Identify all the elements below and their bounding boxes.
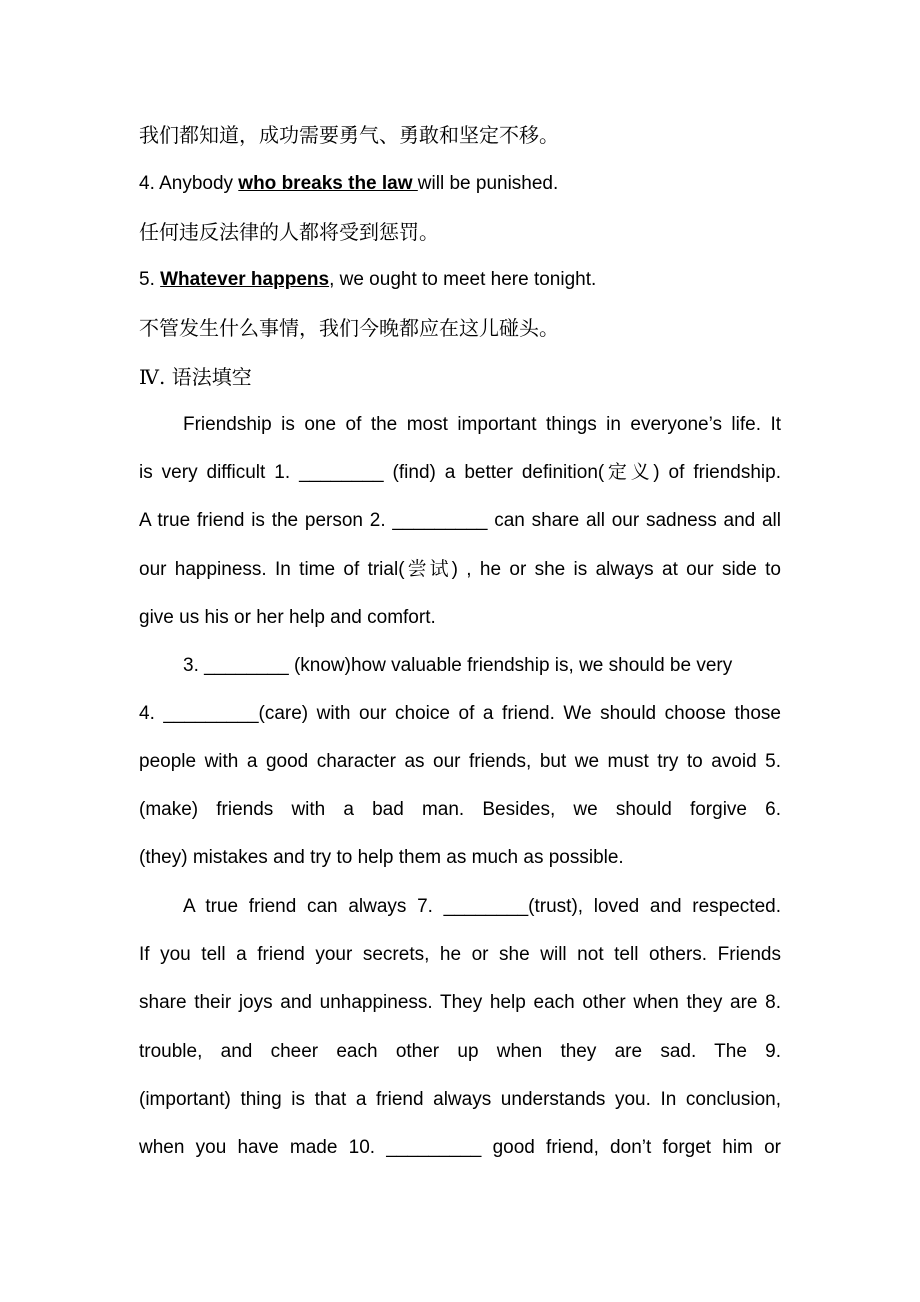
passage-line: A true friend is the person 2. _________ can share all our sadness and all (139, 510, 781, 531)
passage-line: If you tell a friend your secrets, he or she will not tell others. Friends (139, 944, 781, 965)
passage-line: give us his or her help and comfort. (139, 607, 436, 628)
passage-line: Friendship is one of the most important things in everyone’s life. It (183, 414, 781, 435)
sentence-5 (139, 266, 781, 294)
translation-3: 我们都知道，成功需要勇气、勇敢和坚定不移。 (139, 123, 559, 147)
sentence-5-underlined-phrase: Whatever happens (160, 269, 330, 290)
passage-line: our happiness. In time of trial(尝试) , he or she is always at our side to (139, 559, 781, 580)
translation-5: 不管发生什么事情，我们今晚都应在这儿碰头。 (139, 316, 559, 340)
sentence-4-prefix: 4. Anybody (139, 173, 239, 194)
passage-line: 4. _________(care) with our choice of a friend. We should choose those (139, 703, 781, 724)
translation-4: 任何违反法律的人都将受到惩罚。 (139, 220, 439, 244)
passage-line: when you have made 10. _________ good friend, don’t forget him or (139, 1137, 781, 1158)
section-heading: Ⅳ. 语法填空 (139, 365, 252, 389)
passage-line: is very difficult 1. ________ (find) a better definition(定义) of friendship. (139, 462, 781, 483)
sentence-5-suffix: , we ought to meet here tonight. (329, 269, 597, 290)
sentence-5-prefix: 5. (139, 269, 161, 290)
sentence-4-underlined-phrase: who breaks the law (238, 173, 418, 194)
passage-line: 3. ________ (know)how valuable friendship is, we should be very (183, 655, 733, 676)
passage-line: (make) friends with a bad man. Besides, we should forgive 6. (139, 799, 781, 820)
passage-line: trouble, and cheer each other up when they are sad. The 9. (139, 1041, 781, 1062)
sentence-4-suffix: will be punished. (417, 173, 559, 194)
passage-line: A true friend can always 7. ________(trust), loved and respected. (183, 896, 781, 917)
sentence-4 (139, 170, 781, 198)
passage-line: share their joys and unhappiness. They help each other when they are 8. (139, 992, 781, 1013)
passage-line: people with a good character as our friends, but we must try to avoid 5. (139, 751, 781, 772)
passage-line: (important) thing is that a friend always understands you. In conclusion, (139, 1089, 781, 1110)
passage-line: (they) mistakes and try to help them as much as possible. (139, 847, 624, 868)
